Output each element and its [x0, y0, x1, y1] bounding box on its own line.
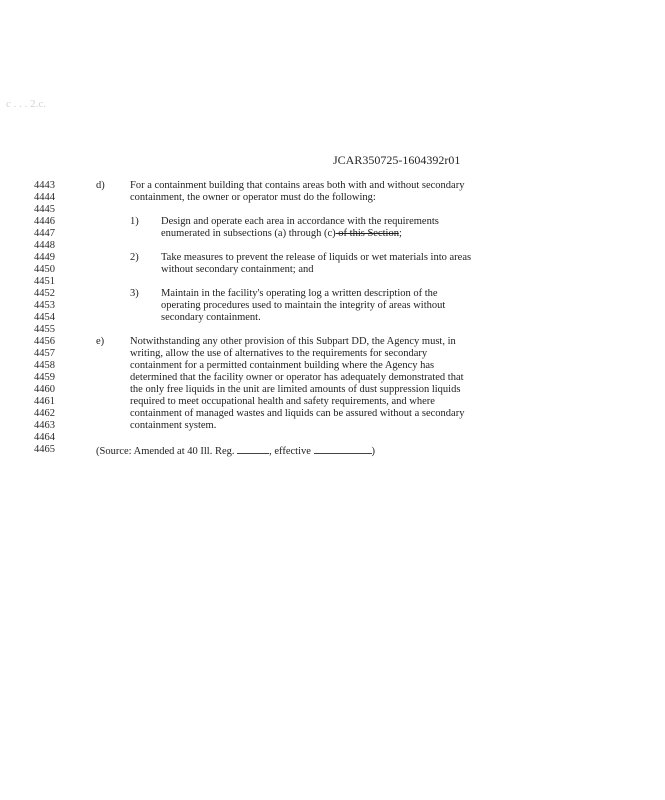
- line-number: 4461: [34, 396, 55, 407]
- line-number: 4453: [34, 300, 55, 311]
- text-line: For a containment building that contains areas both with and without secondary: [130, 180, 465, 191]
- text-line: operating procedures used to maintain the integrity of areas without: [161, 300, 446, 311]
- text-line: containment of managed wastes and liquids can be assured without a secondary: [130, 408, 465, 419]
- source-suffix: ): [371, 446, 376, 457]
- line-number: 4446: [34, 216, 55, 227]
- line-number: 4465: [34, 444, 55, 455]
- item-label: 3): [130, 288, 139, 299]
- text-line: required to meet occupational health and safety requirements, and where: [130, 396, 435, 407]
- line-number: 4449: [34, 252, 55, 263]
- line-number: 4451: [34, 276, 55, 287]
- line-number: 4460: [34, 384, 55, 395]
- text-fragment: enumerated in subsections (a) through (c): [161, 228, 336, 239]
- blank-register-number: [237, 444, 269, 454]
- line-number: 4457: [34, 348, 55, 359]
- document-id: JCAR350725-1604392r01: [333, 153, 461, 167]
- line-number: 4448: [34, 240, 55, 251]
- text-line: containment, the owner or operator must do the following:: [130, 192, 376, 203]
- line-number: 4458: [34, 360, 55, 371]
- text-line: containment for a permitted containment building where the Agency has: [130, 360, 435, 371]
- line-number: 4444: [34, 192, 55, 203]
- text-line: containment system.: [130, 420, 217, 431]
- line-number: 4462: [34, 408, 55, 419]
- line-number: 4452: [34, 288, 55, 299]
- source-middle: , effective: [269, 446, 311, 457]
- source-prefix: (Source: Amended at 40 Ill. Reg.: [96, 446, 235, 457]
- line-number: 4445: [34, 204, 55, 215]
- line-number: 4450: [34, 264, 55, 275]
- source-note: [96, 444, 375, 458]
- blank-effective-date: [314, 444, 372, 454]
- text-line: Take measures to prevent the release of liquids or wet materials into areas: [161, 252, 472, 263]
- text-fragment: ;: [398, 228, 402, 239]
- text-line: Maintain in the facility's operating log a written description of the: [161, 288, 438, 299]
- text-line: writing, allow the use of alternatives to the requirements for secondary: [130, 348, 428, 359]
- line-number: 4455: [34, 324, 55, 335]
- text-line: secondary containment.: [161, 312, 261, 323]
- text-line: Design and operate each area in accordance with the requirements: [161, 216, 439, 227]
- text-line: determined that the facility owner or operator has adequately demonstrated that: [130, 372, 464, 383]
- struck-text: of this Section: [335, 228, 399, 239]
- item-label: 2): [130, 252, 139, 263]
- line-number: 4463: [34, 420, 55, 431]
- line-number: 4456: [34, 336, 55, 347]
- line-number: 4459: [34, 372, 55, 383]
- faint-scan-mark: c . . . 2.c.: [6, 98, 47, 110]
- line-number: 4447: [34, 228, 55, 239]
- text-line: without secondary containment; and: [161, 264, 314, 275]
- item-label: 1): [130, 216, 139, 227]
- line-number: 4454: [34, 312, 55, 323]
- subsection-label: d): [96, 180, 105, 191]
- line-number: 4464: [34, 432, 55, 443]
- text-line: the only free liquids in the unit are limited amounts of dust suppression liquids: [130, 384, 461, 395]
- subsection-label: e): [96, 336, 105, 347]
- text-line: Notwithstanding any other provision of this Subpart DD, the Agency must, in: [130, 336, 456, 347]
- line-number: 4443: [34, 180, 55, 191]
- text-line-with-strike: [161, 228, 402, 240]
